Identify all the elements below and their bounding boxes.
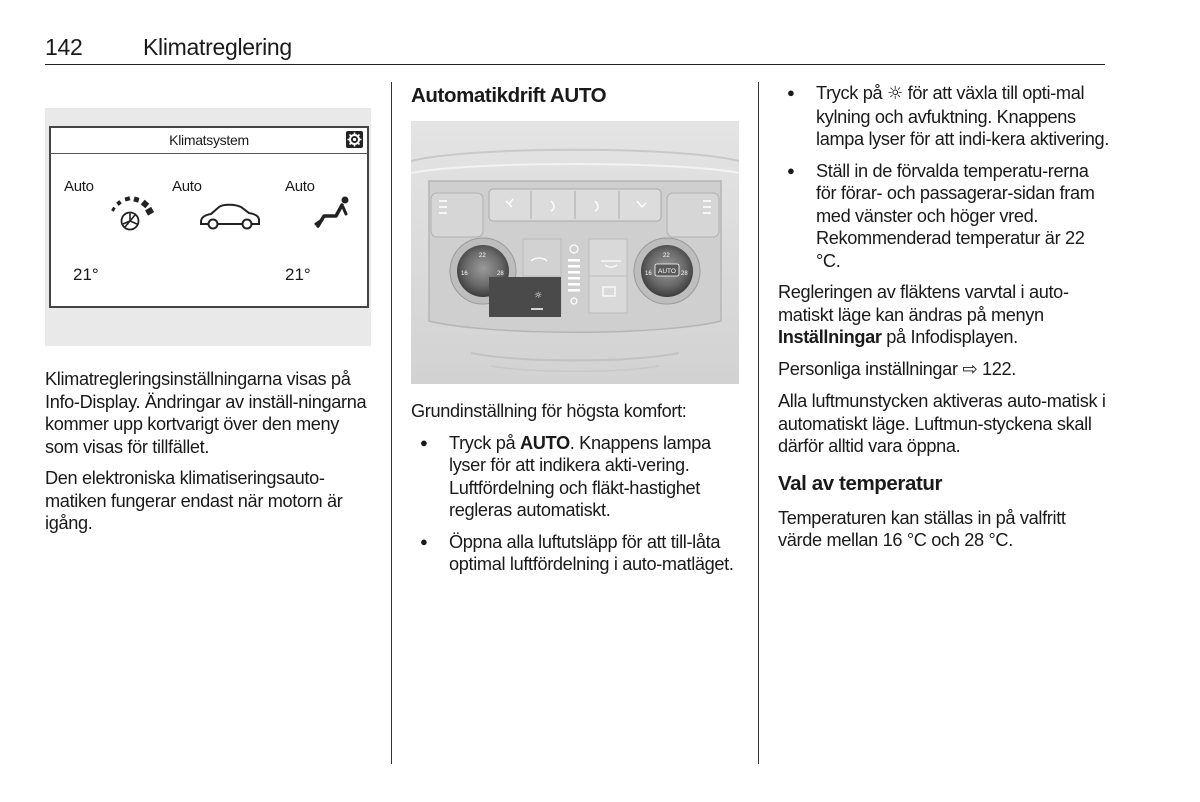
- col3-bullet-1-post: för att växla till opti-mal kylning och avfuktning. Knappens lampa lyser för att indi-kera aktivering.: [816, 83, 1109, 149]
- col2-bullet-1: [411, 432, 741, 522]
- right-temperature: 21°: [285, 265, 311, 284]
- settings-icon: [346, 131, 363, 148]
- col3-paragraph-3: Alla luftmunstycken aktiveras auto-matisk i automatiskt läge. Luftmun-styckena skall därför alltid vara öppna.: [778, 391, 1106, 456]
- col3-p2-post: 122.: [977, 358, 1016, 379]
- col3-p2-pre: Personliga inställningar: [778, 358, 963, 379]
- screen-titlebar: [51, 128, 367, 154]
- page-header: [45, 34, 1105, 65]
- settings-menu-ref: Inställningar: [778, 327, 882, 347]
- seat-ventilation-icon: [312, 194, 352, 230]
- col3-bullet-1: [778, 82, 1113, 151]
- col2-bullet-2: ● Öppna alla luftutsläpp för att till-låta optimal luftfördelning i auto-matläget.: [411, 531, 741, 576]
- right-knob-top: 22: [663, 253, 670, 259]
- left-temperature: 21°: [73, 265, 99, 284]
- col3-paragraph-2: [778, 358, 1113, 382]
- reference-arrow-icon: ⇨: [962, 358, 978, 380]
- col3-paragraph-4: Temperaturen kan ställas in på valfritt värde mellan 16 °C och 28 °C.: [778, 507, 1066, 550]
- left-knob-max: 28: [497, 271, 504, 277]
- climate-display-figure: [45, 108, 371, 346]
- fan-speed-icon: [105, 194, 157, 232]
- column-2: [411, 400, 741, 585]
- column-divider-2: [758, 82, 759, 764]
- svg-text:☼: ☼: [534, 291, 543, 301]
- ac-sun-icon: ☼: [886, 83, 903, 104]
- left-knob-min: 16: [461, 271, 468, 277]
- col1-paragraph-2: Den elektroniska klimatiseringsauto-matiken fungerar endast när motorn är igång.: [45, 468, 343, 533]
- right-knob-min: 16: [645, 271, 652, 277]
- auto-button-ref: AUTO: [519, 432, 570, 453]
- col3-p1-post: på Infodisplayen.: [881, 327, 1018, 347]
- col2-bullet-1-post: . Knappens lampa lyser för att indikera akti-vering. Luftfördelning och fläkt-hastighet regleras automatiskt.: [449, 432, 711, 520]
- col2-intro: Grundinställning för högsta komfort:: [411, 401, 687, 421]
- col2-bullet-list: [411, 432, 741, 576]
- center-auto-label: Auto: [172, 178, 202, 195]
- col2-bullet-1-pre: Tryck på: [449, 432, 520, 453]
- column-3: [778, 82, 1113, 561]
- col1-paragraph-1: Klimatregleringsinställningarna visas på Info-Display. Ändringar av inställ-ningarna kommer upp kortvarigt över den meny som visas för tillfället.: [45, 369, 367, 457]
- column-divider-1: [391, 82, 392, 764]
- column-1: [45, 368, 375, 544]
- subheading-temperature: Val av temperatur: [778, 471, 943, 495]
- left-knob-top: 22: [479, 253, 486, 259]
- section-heading-auto: Automatikdrift AUTO: [411, 84, 607, 107]
- screen-title: Klimatsystem: [169, 132, 249, 148]
- climate-control-panel-figure: [411, 121, 739, 384]
- page-number: 142: [45, 34, 83, 60]
- car-airflow-icon: [197, 200, 263, 232]
- col3-paragraph-1: [778, 281, 1113, 349]
- right-knob-auto-label: AUTO: [658, 268, 676, 275]
- right-auto-label: Auto: [285, 178, 315, 195]
- col3-p1-pre: Regleringen av fläktens varvtal i auto-matiskt läge kan ändras på menyn: [778, 282, 1069, 325]
- chapter-title: Klimatreglering: [143, 34, 292, 60]
- col3-bullet-2: ● Ställ in de förvalda temperatu-rerna för förar- och passagerar-sidan fram med vänster och höger vred. Rekommenderad temperatur är 22 °C.: [778, 160, 1113, 273]
- info-display-screen: [49, 126, 369, 308]
- left-auto-label: Auto: [64, 178, 94, 195]
- col3-bullet-list: [778, 82, 1113, 272]
- col3-bullet-1-pre: Tryck på: [816, 83, 887, 103]
- right-knob-max: 28: [681, 271, 688, 277]
